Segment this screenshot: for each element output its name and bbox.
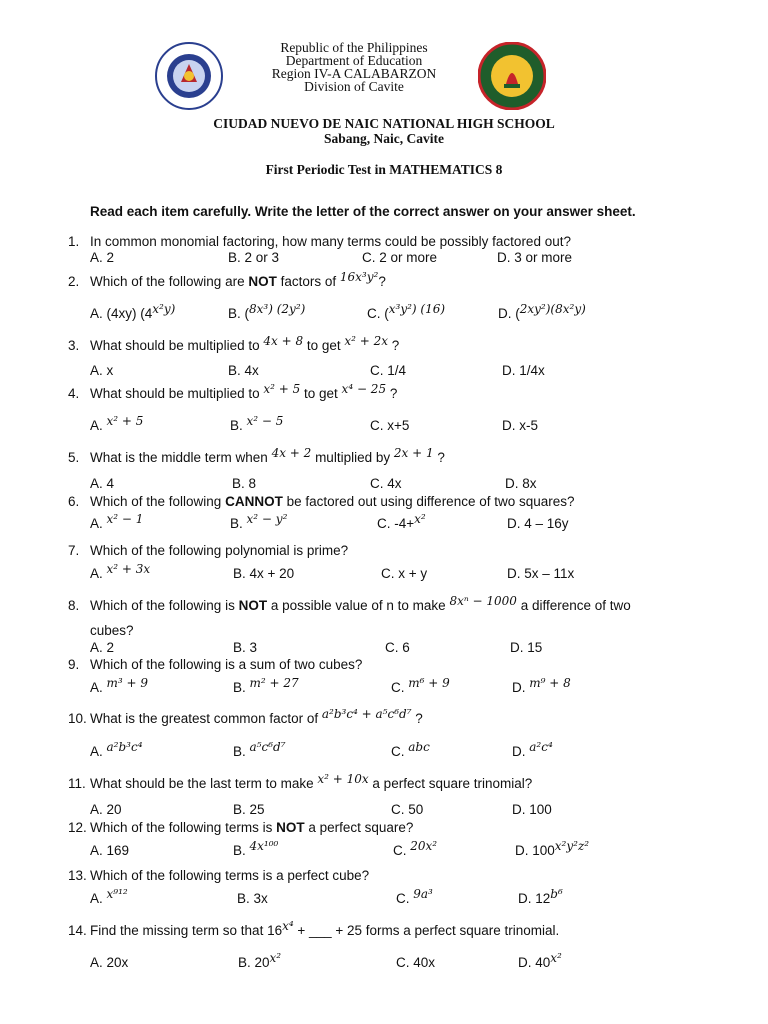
q13-option-a: A. x⁹¹² [90, 887, 128, 906]
q10-option-c: C. abc [391, 740, 430, 759]
q2-option-b: B. (8x³) (2y²) [228, 302, 306, 321]
q12-option-b: B. 4x¹⁰⁰ [233, 839, 279, 858]
instructions: Read each item carefully. Write the letter of the correct answer on your answer sheet. [90, 204, 636, 219]
question-3: 3. What should be multiplied to 4x + 8 to get x² + 2x ? [68, 334, 400, 353]
q6-option-d: D. 4 – 16y [507, 516, 569, 531]
school-address: Sabang, Naic, Cavite [323, 131, 444, 146]
q4-option-a: A. x² + 5 [90, 414, 144, 433]
q7-option-a: A. x² + 3x [90, 562, 151, 581]
header-division: Division of Cavite [304, 79, 404, 94]
q5-option-d: D. 8x [505, 476, 537, 491]
q3-option-b: B. 4x [228, 363, 259, 378]
q6-option-a: A. x² − 1 [90, 512, 144, 531]
q2-option-a: A. (4xy) (4x²y) [90, 302, 176, 321]
question-8: 8. Which of the following is NOT a possible value of n to make 8xⁿ − 1000 a difference of two [68, 594, 631, 613]
q3-option-a: A. x [90, 363, 114, 378]
q14-option-c: C. 40x [396, 955, 436, 970]
question-6: 6. Which of the following CANNOT be factored out using difference of two squares? [68, 494, 575, 509]
q7-option-b: B. 4x + 20 [233, 566, 295, 581]
q10-option-a: A. a²b³c⁴ [90, 740, 143, 759]
q11-option-c: C. 50 [391, 802, 424, 817]
q3-option-c: C. 1/4 [370, 363, 407, 378]
q7-option-c: C. x + y [381, 566, 428, 581]
q9-option-b: B. m² + 27 [233, 676, 299, 695]
q12-option-a: A. 169 [90, 843, 130, 858]
q5-option-a: A. 4 [90, 476, 115, 491]
q2-option-d: D. (2xy²)(8x²y) [498, 302, 586, 321]
q11-option-b: B. 25 [233, 802, 265, 817]
q8-option-a: A. 2 [90, 640, 115, 655]
q14-option-d: D. 40x² [518, 951, 562, 970]
q5-option-b: B. 8 [232, 476, 257, 491]
q14-option-b: B. 20x² [238, 951, 282, 970]
q1-option-d: D. 3 or more [497, 250, 573, 265]
header-department: Department of Education [285, 53, 423, 68]
question-14: 14. Find the missing term so that 16x⁴ + ___ + 25 forms a perfect square trinomial. [68, 919, 560, 938]
q9-option-c: C. m⁶ + 9 [391, 676, 450, 695]
q11-option-d: D. 100 [512, 802, 552, 817]
q10-option-d: D. a²c⁴ [512, 740, 553, 759]
q2-option-c: C. (x³y²) (16) [367, 302, 446, 321]
question-9: 9. Which of the following is a sum of two cubes? [68, 657, 363, 672]
q8-option-d: D. 15 [510, 640, 543, 655]
q10-option-b: B. a⁵c⁶d⁷ [233, 740, 286, 759]
school-seal-logo [478, 42, 546, 110]
question-1: 1. In common monomial factoring, how many terms could be possibly factored out? [68, 234, 571, 249]
q1-option-c: C. 2 or more [362, 250, 438, 265]
q7-option-d: D. 5x – 11x [507, 566, 575, 581]
q4-option-c: C. x+5 [370, 418, 410, 433]
q5-option-c: C. 4x [370, 476, 402, 491]
q8-option-b: B. 3 [233, 640, 258, 655]
test-title: First Periodic Test in MATHEMATICS 8 [265, 162, 503, 177]
deped-seal-logo [155, 42, 223, 110]
question-4: 4. What should be multiplied to x² + 5 to get x⁴ − 25 ? [68, 382, 398, 401]
q8-continuation: cubes? [90, 623, 134, 638]
q14-option-a: A. 20x [90, 955, 129, 970]
q13-option-c: C. 9a³ [396, 887, 433, 906]
question-2: 2. Which of the following are NOT factors of 16x³y²? [68, 270, 386, 289]
q9-option-a: A. m³ + 9 [90, 676, 149, 695]
q4-option-d: D. x-5 [502, 418, 539, 433]
q13-option-d: D. 12b⁶ [518, 887, 563, 906]
question-10: 10. What is the greatest common factor of a²b³c⁴ + a⁵c⁶d⁷ ? [68, 707, 423, 726]
q12-option-c: C. 20x² [393, 839, 438, 858]
q8-option-c: C. 6 [385, 640, 410, 655]
question-7: 7. Which of the following polynomial is prime? [68, 543, 349, 558]
question-13: 13. Which of the following terms is a perfect cube? [68, 868, 370, 883]
q4-option-b: B. x² − 5 [230, 414, 284, 433]
q6-option-c: C. -4+x² [377, 512, 426, 531]
q3-option-d: D. 1/4x [502, 363, 545, 378]
q11-option-a: A. 20 [90, 802, 122, 817]
question-11: 11. What should be the last term to make x² + 10x a perfect square trinomial? [68, 772, 533, 791]
header-republic: Republic of the Philippines [280, 40, 428, 55]
q1-option-b: B. 2 or 3 [228, 250, 280, 265]
school-name: CIUDAD NUEVO DE NAIC NATIONAL HIGH SCHOOL [213, 116, 555, 131]
q12-option-d: D. 100x²y²z² [515, 839, 590, 858]
q1-option-a: A. 2 [90, 250, 115, 265]
header-region: Region IV-A CALABARZON [271, 66, 437, 81]
q13-option-b: B. 3x [237, 891, 268, 906]
q6-option-b: B. x² − y² [230, 512, 288, 531]
q9-option-d: D. m⁹ + 8 [512, 676, 571, 695]
question-5: 5. What is the middle term when 4x + 2 multiplied by 2x + 1 ? [68, 446, 445, 465]
question-12: 12. Which of the following terms is NOT a perfect square? [68, 820, 414, 835]
